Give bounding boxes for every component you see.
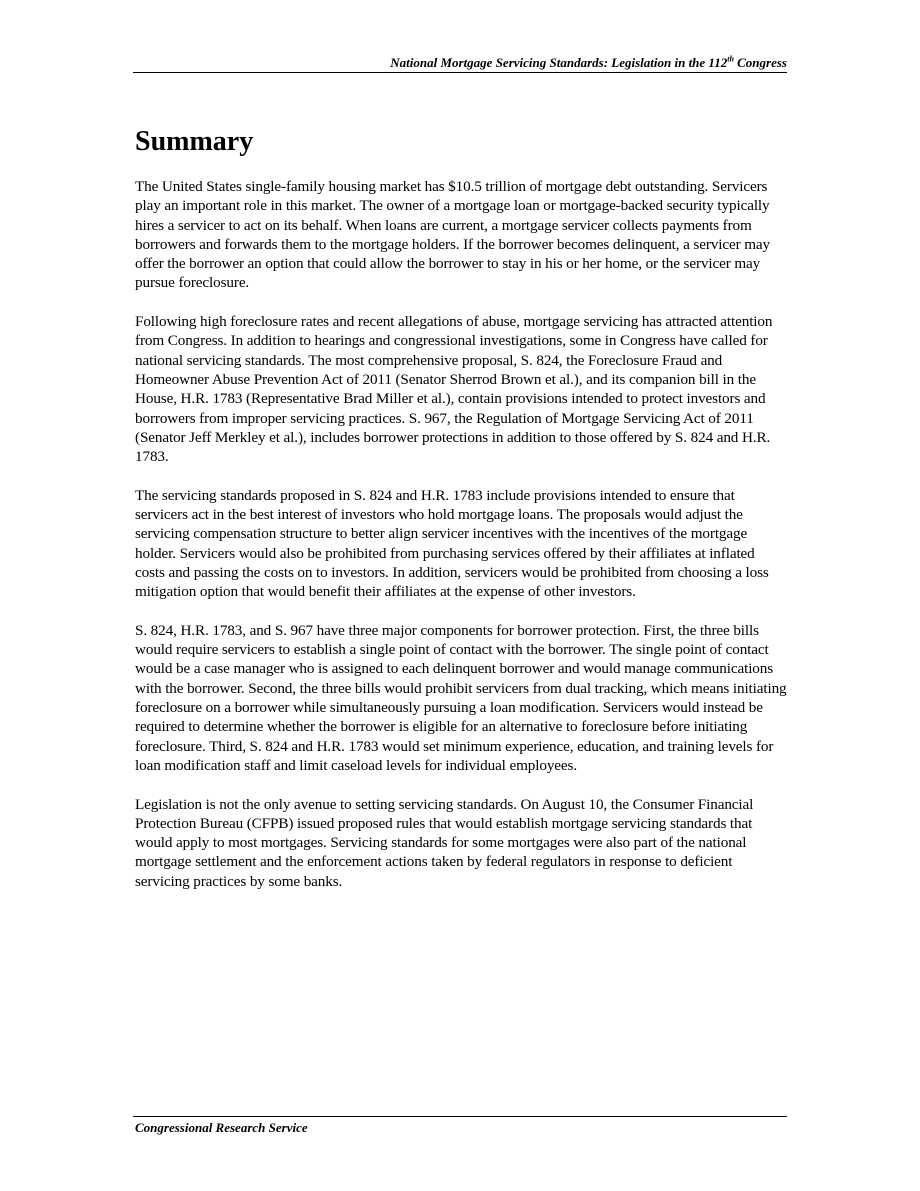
running-header-congress: Congress bbox=[733, 55, 787, 70]
header-rule bbox=[133, 72, 787, 73]
paragraph-cfpb-rules: Legislation is not the only avenue to setting servicing standards. On August 10, the Consumer Financial Protection Bureau (CFPB) issued proposed rules that would establish mortgage servicing standards that would apply to most mortgages. Servicing standards for some mortgages were also part of the national mortgage settlement and the enforcement actions taken by federal regulators in response to deficient servicing practices by some banks. bbox=[135, 795, 754, 890]
running-header bbox=[133, 55, 787, 71]
running-header-title: National Mortgage Servicing Standards: Legislation in the 112 bbox=[390, 55, 728, 70]
summary-body bbox=[135, 177, 787, 910]
paragraph-congressional-attention: Following high foreclosure rates and recent allegations of abuse, mortgage servicing has attracted attention from Congress. In addition to hearings and congressional investigations, some in Congress have called for national servicing standards. The most comprehensive proposal, S. 824, the Foreclosure Fraud and Homeowner Abuse Prevention Act of 2011 (Senator Sherrod Brown et al.), and its companion bill in the House, H.R. 1783 (Representative Brad Miller et al.), contain provisions intended to protect investors and borrowers from improper servicing practices. S. 967, the Regulation of Mortgage Servicing Act of 2011 (Senator Jeff Merkley et al.), includes borrower protections in addition to those offered by S. 824 and H.R. 1783. bbox=[135, 313, 773, 466]
running-footer: Congressional Research Service bbox=[135, 1120, 308, 1135]
ordinal-superscript: th bbox=[727, 54, 734, 64]
paragraph-borrower-protection: S. 824, H.R. 1783, and S. 967 have three major components for borrower protection. First, the three bills would require servicers to establish a single point of contact with the borrower. The single point of contact would be a case manager who is assigned to each delinquent borrower and would manage communications with the borrower. Second, the three bills would prohibit servicers from dual tracking, which means initiating foreclosure on a borrower while simultaneously pursuing a loan modification. Servicers would instead be required to determine whether the borrower is eligible for an alternative to foreclosure before initiating foreclosure. Third, S. 824 and H.R. 1783 would set minimum experience, education, and training levels for loan modification staff and limit caseload levels for individual employees. bbox=[135, 621, 787, 774]
footer-rule bbox=[133, 1116, 787, 1117]
paragraph-market-overview: The United States single-family housing market has $10.5 trillion of mortgage debt outstanding. Servicers play an important role in this market. The owner of a mortgage loan or mortgage-backed security typically hires a servicer to act on its behalf. When loans are current, a mortgage servicer collects payments from borrowers and forwards them to the mortgage holders. If the borrower becomes delinquent, a servicer may offer the borrower an option that could allow the borrower to stay in his or her home, or the servicer may pursue foreclosure. bbox=[135, 178, 770, 292]
paragraph-investor-provisions: The servicing standards proposed in S. 824 and H.R. 1783 include provisions intended to ensure that servicers act in the best interest of investors who hold mortgage loans. The proposals would adjust the servicing compensation structure to better align servicer incentives with the incentives of the mortgage holder. Servicers would also be prohibited from purchasing services offered by their affiliates at inflated costs and passing the costs on to investors. In addition, servicers would be prohibited from choosing a loss mitigation option that would benefit their affiliates at the expense of other investors. bbox=[135, 486, 769, 601]
page-title: Summary bbox=[135, 126, 254, 157]
